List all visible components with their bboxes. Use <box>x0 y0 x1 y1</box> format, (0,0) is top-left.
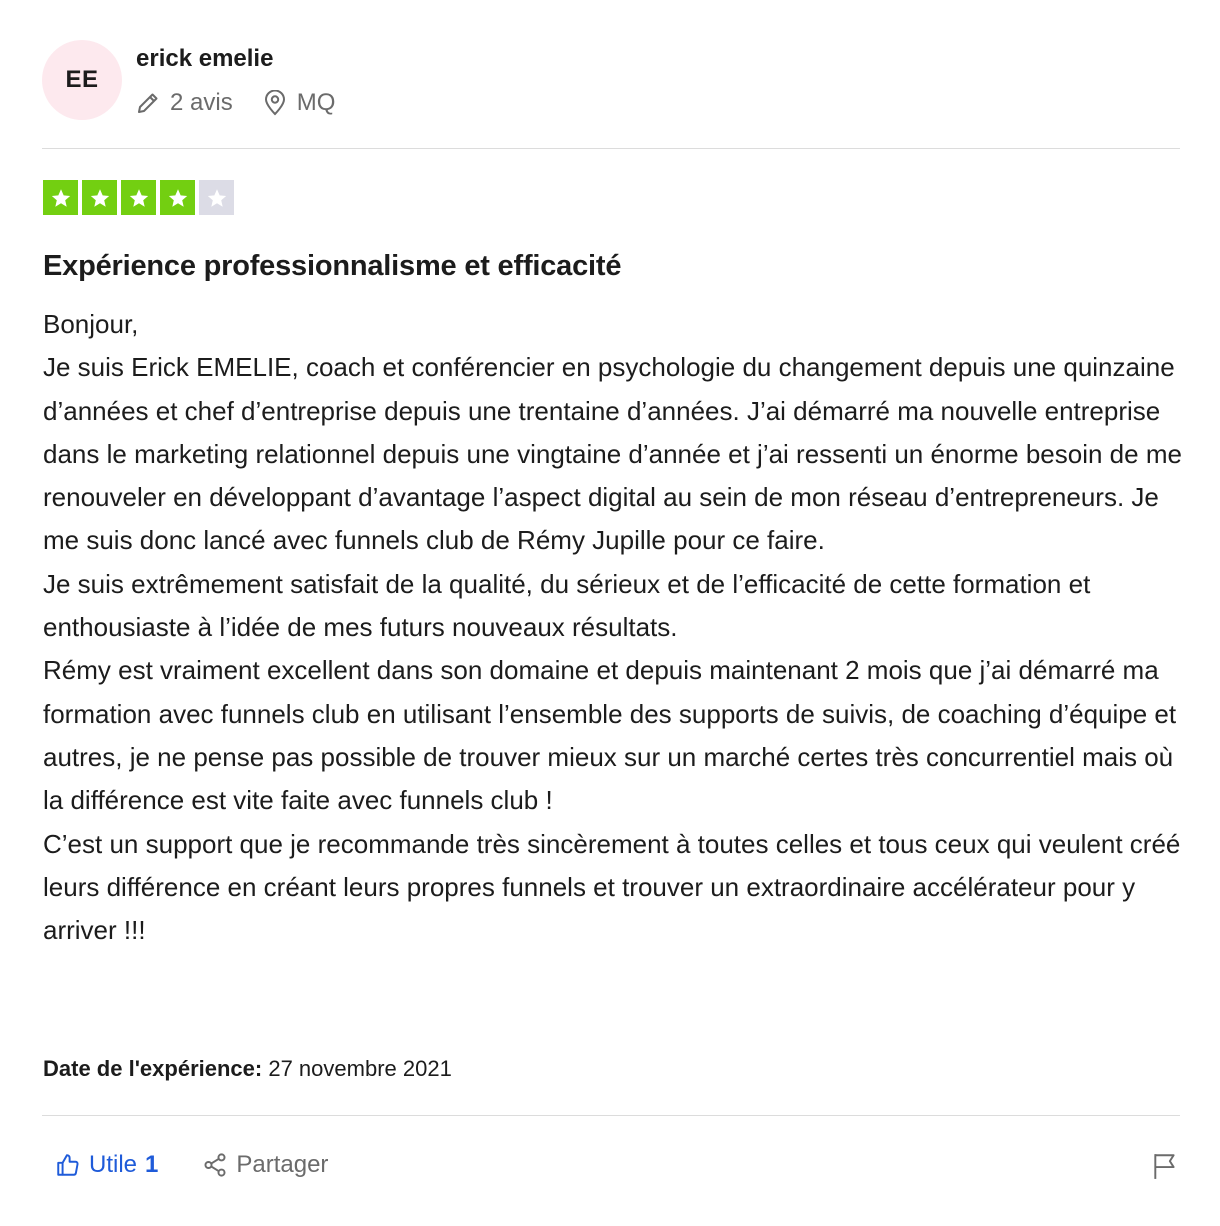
star-rating <box>43 180 238 215</box>
star-icon <box>160 180 195 215</box>
report-flag-button[interactable] <box>1152 1152 1178 1180</box>
review-title[interactable]: Expérience professionnalisme et efficacité <box>43 250 622 282</box>
reviews-count-label: 2 avis <box>170 89 233 116</box>
reviewer-header <box>42 40 335 120</box>
useful-label: Utile <box>89 1151 138 1178</box>
star-icon <box>82 180 117 215</box>
star-icon <box>121 180 156 215</box>
flag-icon <box>1152 1152 1178 1180</box>
location-label: MQ <box>296 89 336 116</box>
useful-count: 1 <box>145 1151 159 1178</box>
avatar[interactable]: EE <box>42 40 122 120</box>
reviewer-info <box>136 40 335 118</box>
review-actions <box>55 1148 328 1182</box>
reviewer-name[interactable]: erick emelie <box>136 45 274 72</box>
thumbs-up-icon <box>55 1152 81 1178</box>
experience-date-value: 27 novembre 2021 <box>268 1056 452 1081</box>
experience-date-label: Date de l'expérience: <box>43 1056 263 1081</box>
experience-date <box>43 1054 452 1084</box>
reviewer-location <box>263 88 336 118</box>
header-divider <box>42 148 1180 149</box>
share-button[interactable] <box>202 1148 328 1182</box>
location-pin-icon <box>263 90 287 116</box>
star-empty-icon <box>199 180 234 215</box>
reviews-count <box>136 88 233 118</box>
footer-divider <box>42 1115 1180 1116</box>
useful-button[interactable] <box>55 1148 158 1182</box>
reviewer-meta <box>136 88 335 118</box>
share-icon <box>202 1152 228 1178</box>
star-icon <box>43 180 78 215</box>
share-label: Partager <box>236 1151 329 1178</box>
pencil-icon <box>136 91 160 115</box>
review-body: Bonjour, Je suis Erick EMELIE, coach et conférencier en psychologie du changement depuis une quinzaine d’années et chef d’entreprise depuis une trentaine d’années. J’ai démarré ma nouvelle entreprise dans le marketing relationnel depuis une vingtaine d’année et j’ai ressenti un énorme besoin de me renouveler en développant d’avantage l’aspect digital au sein de mon réseau d’entrepreneurs. Je me suis donc lancé avec funnels club de Rémy Jupille pour ce faire. Je suis extrêmement satisfait de la qualité, du sérieux et de l’efficacité de cette formation et enthousiaste à l’idée de mes futurs nouveaux résultats. Rémy est vraiment excellent dans son domaine et depuis maintenant 2 mois que j’ai démarré ma formation avec funnels club en utilisant l’ensemble des supports de suivis, de coaching d’équipe et autres, je ne pense pas possible de trouver mieux sur un marché certes très concurrentiel mais où la différence est vite faite avec funnels club ! C’est un support que je recommande très sincèrement à toutes celles et tous ceux qui veulent créé leurs différence en créant leurs propres funnels et trouver un extraordinaire accélérateur pour y arriver !!! <box>43 309 1182 946</box>
